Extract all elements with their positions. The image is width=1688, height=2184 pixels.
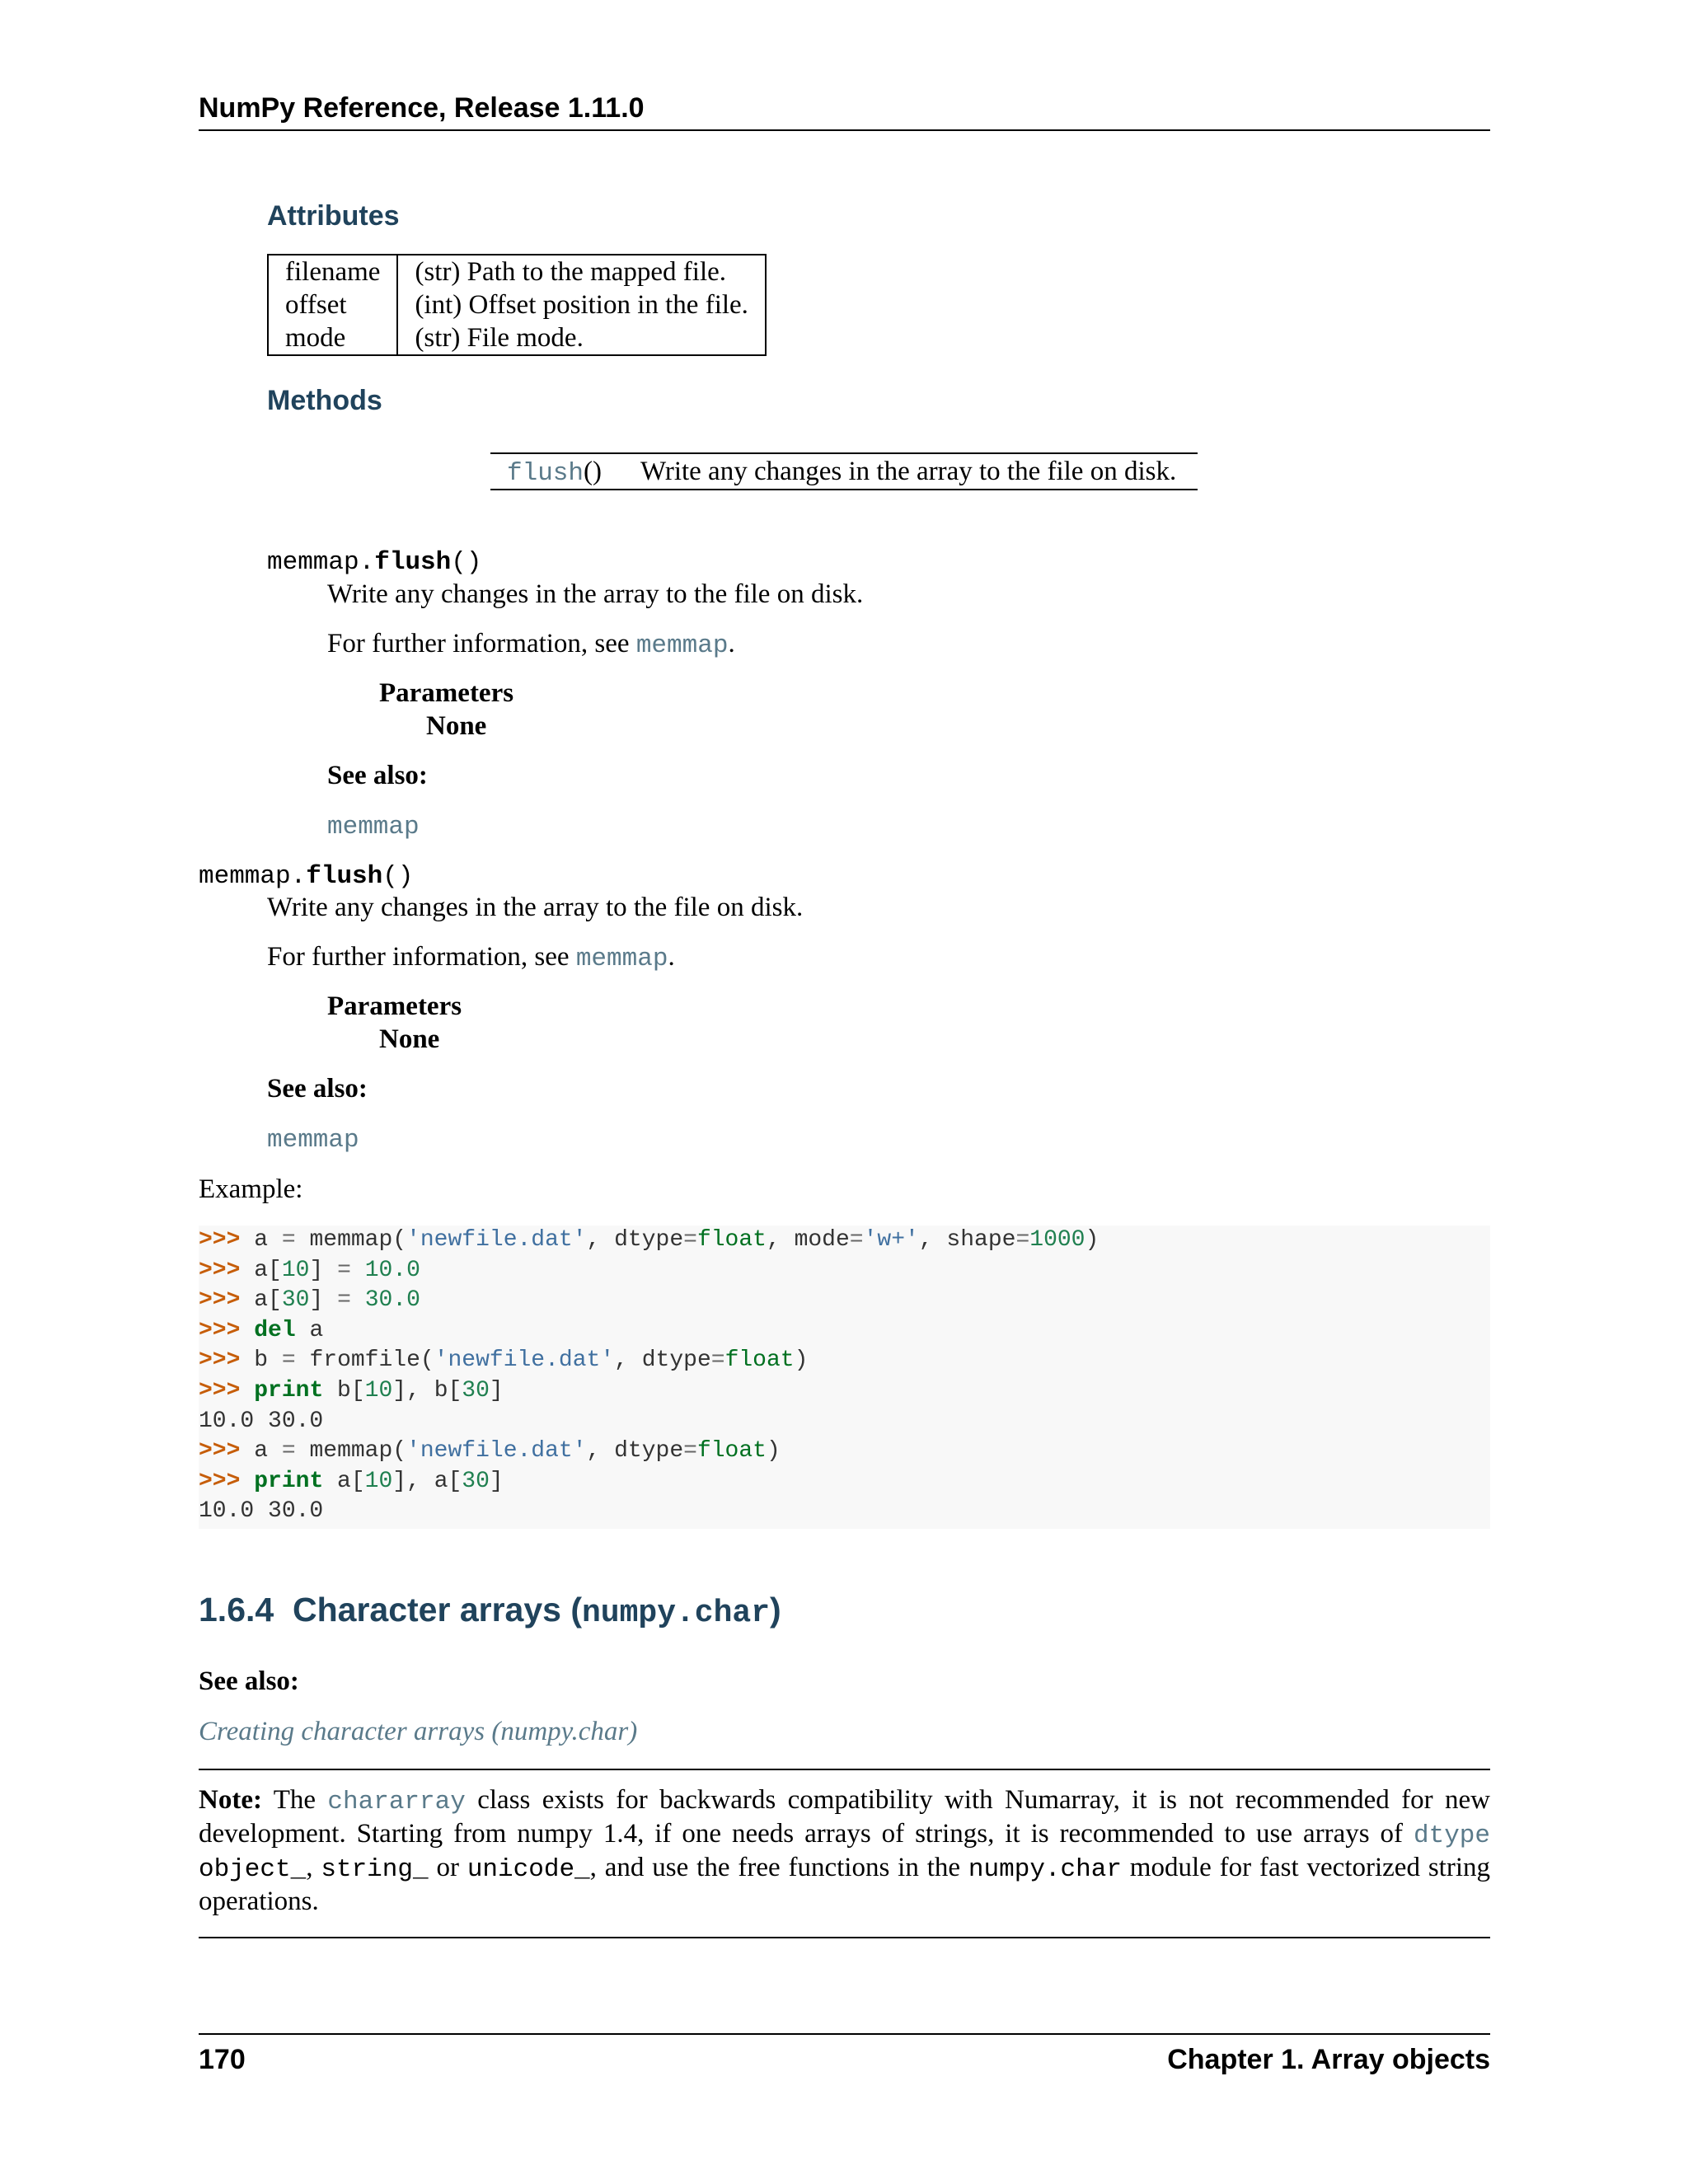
running-header-title: NumPy Reference, Release 1.11.0 <box>199 92 645 124</box>
sig-parens: () <box>451 548 482 577</box>
see-also-memmap-link[interactable]: memmap <box>327 813 420 841</box>
further-period: . <box>668 942 675 972</box>
note-text: The <box>261 1785 328 1815</box>
note-text: or <box>428 1853 467 1882</box>
unicode-type-code: unicode_ <box>467 1855 590 1884</box>
section-number: 1.6.4 <box>199 1591 274 1629</box>
code-line: >>> print b[10], b[30] <box>199 1377 504 1404</box>
note-text: , and use the free functions in the <box>589 1853 968 1882</box>
sig-parens: () <box>382 862 414 891</box>
sig-name: flush <box>374 548 452 577</box>
memmap-link[interactable]: memmap <box>575 944 668 973</box>
further-period: . <box>728 629 735 658</box>
chararray-link[interactable]: chararray <box>327 1788 466 1816</box>
attribute-description: (int) Offset position in the file. <box>397 288 766 321</box>
attribute-name: filename <box>268 255 397 288</box>
numpy-char-module-code: numpy.char <box>968 1855 1122 1884</box>
further-text: For further information, see <box>267 942 576 972</box>
header-rule <box>199 129 1490 131</box>
methods-heading: Methods <box>267 385 382 416</box>
example-code-block <box>199 1226 1490 1529</box>
see-also-label: See also: <box>199 1666 299 1696</box>
section-title-text: Character arrays ( <box>293 1591 582 1629</box>
note-label: Note: <box>199 1785 262 1815</box>
see-also-label: See also: <box>327 761 428 790</box>
flush-description: Write any changes in the array to the file on disk. <box>267 893 804 922</box>
further-info <box>327 629 735 660</box>
attribute-name: offset <box>268 288 397 321</box>
parameters-label: Parameters <box>327 991 462 1021</box>
method-parens: () <box>584 457 602 486</box>
code-line: >>> a = memmap('newfile.dat', dtype=float) <box>199 1438 781 1465</box>
object-type-code: object_ <box>199 1855 307 1884</box>
section-title-code: numpy.char <box>581 1596 771 1631</box>
attribute-description: (str) Path to the mapped file. <box>397 255 766 288</box>
parameters-value: None <box>379 1024 440 1054</box>
section-heading <box>199 1591 781 1631</box>
code-line: >>> b = fromfile('newfile.dat', dtype=float) <box>199 1347 809 1374</box>
chapter-title: Chapter 1. Array objects <box>1167 2044 1490 2075</box>
footer-rule <box>199 2033 1490 2035</box>
dtype-link[interactable]: dtype <box>1413 1821 1490 1850</box>
further-text: For further information, see <box>327 629 636 658</box>
table-row <box>268 255 766 288</box>
see-also-memmap-link[interactable]: memmap <box>267 1126 359 1155</box>
note-text: module for fast vectorized string operations. <box>199 1853 1490 1916</box>
section-title-close: ) <box>770 1591 781 1629</box>
flush-signature <box>267 548 481 577</box>
attribute-description: (str) File mode. <box>397 321 766 355</box>
table-row <box>268 288 766 321</box>
parameters-value: None <box>426 711 487 741</box>
see-also-label: See also: <box>267 1074 368 1104</box>
flush-signature <box>199 862 413 891</box>
attribute-name: mode <box>268 321 397 355</box>
page-number: 170 <box>199 2044 246 2075</box>
code-line: 10.0 30.0 <box>199 1408 324 1434</box>
table-row <box>268 321 766 355</box>
flush-description: Write any changes in the array to the file on disk. <box>327 579 864 609</box>
parameters-label: Parameters <box>379 678 514 708</box>
flush-method-link[interactable]: flush <box>507 459 584 488</box>
attributes-heading: Attributes <box>267 200 400 232</box>
attributes-table <box>267 254 767 356</box>
code-line: >>> print a[10], a[30] <box>199 1468 504 1494</box>
code-line: >>> del a <box>199 1317 324 1343</box>
sig-prefix: memmap. <box>267 548 375 577</box>
sig-prefix: memmap. <box>199 862 307 891</box>
note-box <box>199 1769 1490 1938</box>
further-info <box>267 942 675 973</box>
code-line: 10.0 30.0 <box>199 1498 324 1525</box>
note-text: , <box>306 1853 321 1882</box>
string-type-code: string_ <box>321 1855 429 1884</box>
methods-table <box>490 452 1198 490</box>
method-description: Write any changes in the array to the file on disk. <box>640 457 1177 486</box>
sig-name: flush <box>306 862 383 891</box>
code-line: >>> a = memmap('newfile.dat', dtype=float, mode='w+', shape=1000) <box>199 1227 1100 1253</box>
creating-char-arrays-link[interactable]: Creating character arrays (numpy.char) <box>199 1717 638 1746</box>
code-line: >>> a[10] = 10.0 <box>199 1257 420 1283</box>
code-line: >>> a[30] = 30.0 <box>199 1287 420 1314</box>
example-label: Example: <box>199 1174 303 1204</box>
memmap-link[interactable]: memmap <box>635 631 729 660</box>
note-text: class exists for backwards compatibility with Numarray, it is not recommended for new development. Starting from numpy 1.4, if one needs arrays of strings, it is recommended to use arrays of <box>199 1785 1490 1849</box>
